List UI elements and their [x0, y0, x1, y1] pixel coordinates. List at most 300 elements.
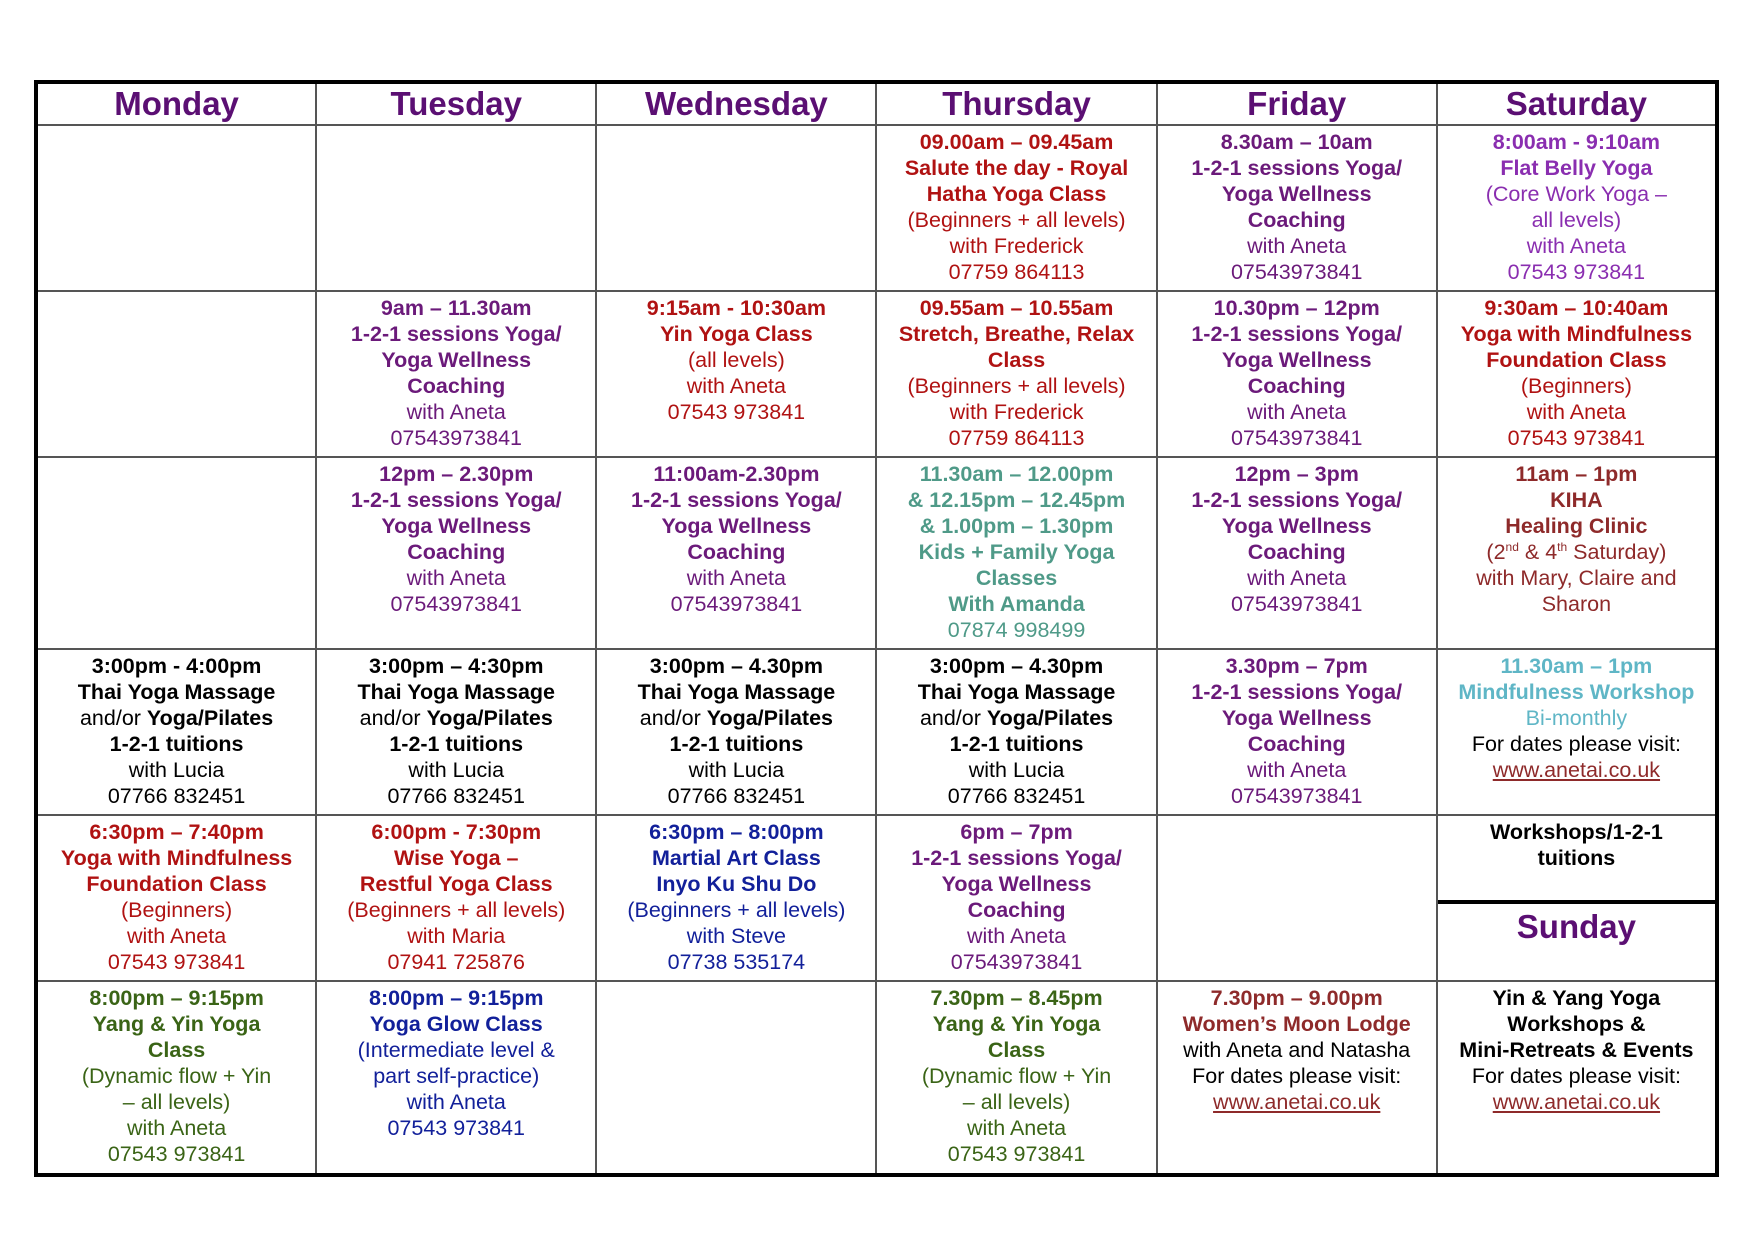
- entry-text: 07543973841: [1230, 591, 1363, 616]
- entry-text: Yoga Glow Class: [369, 1012, 543, 1037]
- entry-line: [880, 949, 1152, 975]
- entry-line: [320, 295, 592, 321]
- entry-line: [1441, 207, 1712, 233]
- entry-text: with Aneta: [406, 565, 506, 590]
- entry-text: Workshops/1-2-1: [1489, 820, 1663, 845]
- entry-line: [880, 565, 1152, 591]
- entry-line: [600, 731, 872, 757]
- entry-text: Mini-Retreats & Events: [1459, 1038, 1694, 1063]
- entry-text: 07759 864113: [948, 425, 1085, 450]
- entry-text: Yoga Wellness: [941, 872, 1092, 897]
- entry-text: 1-2-1 sessions Yoga/: [1191, 680, 1403, 705]
- entry-line: [320, 757, 592, 783]
- entry-line: [320, 1037, 592, 1063]
- entry-line: [320, 731, 592, 757]
- entry-text: Yoga/Pilates: [426, 706, 553, 731]
- entry-line: [1441, 129, 1712, 155]
- entry-text: 3:00pm – 4:30pm: [369, 654, 544, 679]
- entry-text: (2: [1486, 539, 1506, 564]
- entry-text: with Aneta: [406, 399, 506, 424]
- entry-line: [41, 1063, 312, 1089]
- entry-line: [880, 591, 1152, 617]
- entry-line: [1441, 1089, 1712, 1115]
- entry-line: [1161, 591, 1433, 617]
- entry-line: [1161, 373, 1433, 399]
- entry-line: [1161, 461, 1433, 487]
- entry-text: 11:00am-2.30pm: [653, 461, 820, 486]
- day-header-monday: Monday: [36, 82, 316, 125]
- entry-text: (Beginners + all levels): [907, 208, 1126, 232]
- timetable-row: [36, 457, 1717, 650]
- entry-text: 07543973841: [1230, 784, 1363, 809]
- entry-text: 07543 973841: [107, 950, 246, 975]
- entry-line: [1441, 1011, 1712, 1037]
- entry-line: [1441, 425, 1712, 451]
- entry-line: [1441, 181, 1712, 207]
- entry-line: [41, 1089, 312, 1115]
- entry-text: 1-2-1 sessions Yoga/: [1191, 156, 1403, 180]
- entry-line: [1441, 679, 1712, 705]
- entry-line: [600, 783, 872, 809]
- entry-line: [320, 705, 592, 731]
- entry-text: with Aneta: [126, 1116, 227, 1141]
- entry-line: [880, 181, 1152, 207]
- timetable-row: [36, 649, 1717, 815]
- entry-line: [320, 347, 592, 373]
- entry-line: [880, 1141, 1152, 1167]
- entry-text: 07941 725876: [387, 950, 525, 975]
- entry-line: [320, 871, 592, 897]
- entry-text: with Aneta: [1526, 399, 1626, 424]
- entry-line: [600, 513, 872, 539]
- entry-line: [1441, 819, 1712, 845]
- entry-line: [320, 1115, 592, 1141]
- class-entry: [1441, 816, 1712, 871]
- entry-text: 1-2-1 tuitions: [109, 732, 244, 757]
- entry-text: Yoga with Mindfulness: [1460, 321, 1693, 346]
- entry-line: [600, 819, 872, 845]
- entry-line: [1161, 513, 1433, 539]
- entry-text: Foundation Class: [86, 872, 267, 897]
- entry-line: [1441, 591, 1712, 617]
- entry-line: [600, 871, 872, 897]
- entry-text: 7.30pm – 9.00pm: [1210, 986, 1383, 1011]
- entry-line: [320, 923, 592, 949]
- class-entry: [600, 650, 872, 809]
- entry-line: [1441, 233, 1712, 259]
- entry-line: [880, 757, 1152, 783]
- entry-text: 6:30pm – 7:40pm: [89, 820, 264, 845]
- website-link[interactable]: www.anetai.co.uk: [1492, 758, 1661, 783]
- entry-line: [1161, 233, 1433, 259]
- cell-monday: [36, 291, 316, 457]
- entry-line: [880, 487, 1152, 513]
- day-header-sunday: Sunday: [1516, 908, 1636, 946]
- entry-text: 1-2-1 tuitions: [389, 732, 524, 757]
- entry-text: 1-2-1 sessions Yoga/: [631, 487, 842, 512]
- entry-text: Martial Art Class: [651, 846, 821, 871]
- entry-line: [600, 295, 872, 321]
- class-entry: [320, 816, 592, 975]
- entry-line: [1161, 985, 1433, 1011]
- entry-line: [1441, 399, 1712, 425]
- entry-line: [1441, 155, 1712, 181]
- entry-line: [1161, 1063, 1433, 1089]
- entry-text: Thai Yoga Massage: [917, 680, 1116, 705]
- entry-line: [320, 321, 592, 347]
- entry-line: [600, 321, 872, 347]
- cell-wednesday: [596, 815, 876, 981]
- cell-wednesday: [596, 649, 876, 815]
- cell-friday: [1157, 457, 1437, 650]
- cell-wednesday: [596, 457, 876, 650]
- entry-line: [880, 425, 1152, 451]
- entry-line: [880, 617, 1152, 643]
- entry-line: [880, 207, 1152, 233]
- entry-line: [600, 487, 872, 513]
- day-header-saturday: Saturday: [1437, 82, 1717, 125]
- entry-line: [1441, 347, 1712, 373]
- entry-text: Classes: [975, 565, 1058, 590]
- entry-text: – all levels): [122, 1090, 231, 1115]
- entry-text: 7.30pm – 8.45pm: [930, 986, 1103, 1011]
- entry-line: [41, 679, 312, 705]
- class-entry: [41, 816, 312, 975]
- ordinal-suffix: th: [1557, 539, 1568, 554]
- entry-text: Kids + Family Yoga: [918, 539, 1115, 564]
- cell-wednesday: [596, 125, 876, 291]
- entry-text: 07738 535174: [667, 950, 806, 975]
- entry-text: Yoga/Pilates: [986, 706, 1114, 731]
- entry-text: Class: [987, 347, 1046, 372]
- entry-line: [320, 461, 592, 487]
- day-header-row: [36, 82, 1717, 125]
- entry-line: [320, 1063, 592, 1089]
- day-header-thursday: Thursday: [876, 82, 1156, 125]
- entry-text: 9:15am - 10:30am: [646, 295, 827, 320]
- entry-line: [1161, 155, 1433, 181]
- entry-text: Yoga/Pilates: [146, 706, 274, 731]
- entry-text: 8:00am - 9:10am: [1492, 130, 1661, 154]
- entry-text: and/or: [639, 706, 707, 731]
- entry-text: 07543973841: [1230, 425, 1363, 450]
- cell-monday: [36, 457, 316, 650]
- entry-text: Yoga Wellness: [1221, 182, 1372, 206]
- entry-text: Coaching: [1247, 373, 1346, 398]
- class-entry: [1161, 982, 1433, 1115]
- entry-line: [320, 513, 592, 539]
- cell-tuesday: [316, 981, 596, 1175]
- entry-text: 8.30am – 10am: [1220, 130, 1373, 154]
- entry-text: 11.30am – 12.00pm: [919, 461, 1114, 486]
- timetable-row: [36, 815, 1717, 981]
- entry-line: [1161, 679, 1433, 705]
- entry-line: [880, 461, 1152, 487]
- entry-line: [600, 845, 872, 871]
- entry-line: [880, 1089, 1152, 1115]
- entry-line: [320, 985, 592, 1011]
- entry-line: [880, 295, 1152, 321]
- entry-text: Yoga with Mindfulness: [60, 846, 293, 871]
- class-entry: [880, 292, 1152, 451]
- class-entry: [1441, 650, 1712, 783]
- cell-friday: [1157, 981, 1437, 1175]
- entry-text: 1-2-1 tuitions: [669, 732, 804, 757]
- entry-line: [600, 757, 872, 783]
- cell-saturday: [1437, 125, 1717, 291]
- class-entry: [880, 650, 1152, 809]
- entry-text: with Aneta: [1247, 399, 1347, 424]
- cell-wednesday: [596, 291, 876, 457]
- entry-line: [320, 487, 592, 513]
- entry-text: (Core Work Yoga –: [1485, 182, 1668, 206]
- class-entry: [600, 816, 872, 975]
- entry-text: Coaching: [1247, 539, 1346, 564]
- entry-text: with Frederick: [949, 399, 1084, 424]
- day-header-wednesday: Wednesday: [596, 82, 876, 125]
- entry-text: 07543 973841: [107, 1142, 246, 1167]
- entry-line: [320, 783, 592, 809]
- entry-line: [880, 513, 1152, 539]
- entry-line: [41, 985, 312, 1011]
- entry-line: [880, 923, 1152, 949]
- entry-line: [41, 949, 312, 975]
- entry-text: Bi-monthly: [1525, 706, 1628, 731]
- entry-line: [600, 347, 872, 373]
- entry-text: 6:00pm - 7:30pm: [371, 820, 542, 845]
- entry-line: [1161, 539, 1433, 565]
- entry-line: [880, 1011, 1152, 1037]
- entry-text: 1-2-1 sessions Yoga/: [350, 487, 562, 512]
- entry-text: (Beginners + all levels): [907, 373, 1126, 398]
- entry-line: [880, 129, 1152, 155]
- entry-text: 3:00pm - 4:00pm: [91, 654, 262, 679]
- entry-text: 07766 832451: [667, 784, 806, 809]
- entry-line: [1161, 565, 1433, 591]
- entry-line: [1441, 653, 1712, 679]
- entry-line: [1161, 321, 1433, 347]
- entry-line: [880, 897, 1152, 923]
- entry-line: [41, 819, 312, 845]
- entry-line: [600, 949, 872, 975]
- entry-text: 1-2-1 sessions Yoga/: [911, 846, 1122, 871]
- entry-text: 11am – 1pm: [1515, 461, 1638, 486]
- entry-line: [320, 949, 592, 975]
- entry-text: Yin & Yang Yoga: [1492, 986, 1661, 1011]
- cell-saturday: [1437, 981, 1717, 1175]
- entry-line: [1441, 461, 1712, 487]
- entry-text: (Beginners): [1520, 373, 1632, 398]
- entry-text: 1-2-1 tuitions: [949, 732, 1084, 757]
- cell-wednesday: [596, 981, 876, 1175]
- entry-line: [320, 565, 592, 591]
- cell-tuesday: [316, 815, 596, 981]
- entry-line: [1441, 757, 1712, 783]
- entry-text: Yoga/Pilates: [706, 706, 833, 731]
- entry-line: [880, 871, 1152, 897]
- entry-line: [880, 1115, 1152, 1141]
- entry-line: [41, 653, 312, 679]
- entry-line: [1441, 373, 1712, 399]
- entry-line: [1161, 1037, 1433, 1063]
- entry-line: [880, 1037, 1152, 1063]
- entry-text: & 1.00pm – 1.30pm: [919, 513, 1114, 538]
- entry-line: [1441, 487, 1712, 513]
- day-header-friday: Friday: [1157, 82, 1437, 125]
- entry-text: and/or: [359, 706, 427, 731]
- entry-text: 07543973841: [950, 950, 1083, 975]
- entry-line: [320, 425, 592, 451]
- entry-text: KIHA: [1550, 487, 1603, 512]
- cell-saturday: [1437, 291, 1717, 457]
- entry-text: Yoga Wellness: [1221, 706, 1372, 731]
- entry-text: and/or: [79, 706, 147, 731]
- timetable-row: [36, 125, 1717, 291]
- cell-friday: [1157, 291, 1437, 457]
- class-entry: [320, 650, 592, 809]
- entry-line: [320, 679, 592, 705]
- cell-saturday: [1437, 457, 1717, 650]
- entry-text: Coaching: [967, 898, 1066, 923]
- class-entry: [1441, 126, 1712, 285]
- entry-text: 12pm – 2.30pm: [379, 461, 534, 486]
- class-entry: [600, 458, 872, 617]
- entry-text: 07543 973841: [1507, 260, 1646, 284]
- entry-text: Class: [147, 1038, 206, 1063]
- entry-text: and/or: [919, 706, 987, 731]
- entry-text: For dates please visit:: [1192, 1064, 1402, 1089]
- website-link[interactable]: www.anetai.co.uk: [1492, 1090, 1661, 1115]
- entry-line: [1161, 1011, 1433, 1037]
- entry-text: Yang & Yin Yoga: [92, 1012, 261, 1037]
- entry-text: 07543 973841: [947, 1142, 1086, 1167]
- entry-line: [600, 373, 872, 399]
- cell-thursday: [876, 291, 1156, 457]
- entry-text: with Lucia: [968, 758, 1065, 783]
- entry-text: 07543973841: [670, 591, 803, 616]
- class-entry: [41, 982, 312, 1167]
- entry-text: 1-2-1 sessions Yoga/: [1191, 321, 1403, 346]
- cell-thursday: [876, 457, 1156, 650]
- entry-line: [880, 653, 1152, 679]
- weekly-timetable: [34, 80, 1719, 1177]
- entry-text: with Lucia: [128, 758, 225, 783]
- entry-line: [880, 321, 1152, 347]
- class-entry: [41, 650, 312, 809]
- entry-text: 11.30am – 1pm: [1500, 654, 1653, 679]
- entry-text: For dates please visit:: [1471, 732, 1681, 757]
- cell-monday: [36, 125, 316, 291]
- saturday-sunday-split: [1438, 816, 1715, 980]
- entry-text: tuitions: [1537, 846, 1616, 871]
- cell-thursday: [876, 981, 1156, 1175]
- entry-text: 12pm – 3pm: [1234, 461, 1359, 486]
- entry-text: 3:00pm – 4.30pm: [649, 654, 824, 679]
- entry-text: Restful Yoga Class: [359, 872, 553, 897]
- entry-line: [41, 783, 312, 809]
- entry-line: [880, 399, 1152, 425]
- entry-line: [1441, 705, 1712, 731]
- entry-line: [880, 783, 1152, 809]
- entry-text: 07874 998499: [947, 617, 1086, 642]
- entry-text: 9:30am – 10:40am: [1484, 295, 1669, 320]
- entry-line: [1441, 845, 1712, 871]
- entry-text: Yin Yoga Class: [660, 321, 813, 346]
- entry-line: [320, 1089, 592, 1115]
- entry-line: [320, 897, 592, 923]
- entry-text: Salute the day - Royal: [904, 156, 1129, 180]
- entry-line: [1441, 985, 1712, 1011]
- entry-text: (Dynamic flow + Yin: [921, 1064, 1112, 1089]
- timetable-row: [36, 981, 1717, 1175]
- entry-line: [41, 871, 312, 897]
- entry-text: Flat Belly Yoga: [1500, 156, 1653, 180]
- cell-monday: [36, 981, 316, 1175]
- entry-text: Foundation Class: [1486, 347, 1667, 372]
- website-link[interactable]: www.anetai.co.uk: [1213, 1090, 1381, 1115]
- entry-text: Yang & Yin Yoga: [932, 1012, 1101, 1037]
- cell-thursday: [876, 125, 1156, 291]
- entry-line: [880, 373, 1152, 399]
- cell-monday: [36, 649, 316, 815]
- entry-line: [1441, 295, 1712, 321]
- class-entry: [1441, 292, 1712, 451]
- entry-line: [320, 845, 592, 871]
- entry-text: Yoga Wellness: [661, 513, 812, 538]
- entry-text: Hatha Yoga Class: [926, 182, 1107, 206]
- entry-line: [41, 1141, 312, 1167]
- entry-line: [880, 985, 1152, 1011]
- entry-line: [41, 705, 312, 731]
- cell-monday: [36, 815, 316, 981]
- entry-text: with Aneta: [966, 924, 1067, 949]
- entry-text: with Aneta: [686, 373, 786, 398]
- entry-text: 07543973841: [1230, 260, 1363, 284]
- entry-line: [320, 591, 592, 617]
- entry-line: [1161, 731, 1433, 757]
- entry-text: 07766 832451: [107, 784, 246, 809]
- entry-line: [320, 1011, 592, 1037]
- entry-text: part self-practice): [373, 1064, 540, 1089]
- entry-text: 10.30pm – 12pm: [1213, 295, 1380, 320]
- entry-line: [600, 539, 872, 565]
- entry-line: [1161, 399, 1433, 425]
- entry-text: For dates please visit:: [1471, 1064, 1681, 1089]
- class-entry: [880, 816, 1152, 975]
- cell-tuesday: [316, 291, 596, 457]
- entry-line: [880, 539, 1152, 565]
- ordinal-suffix: nd: [1505, 539, 1519, 554]
- entry-text: with Frederick: [949, 234, 1084, 258]
- entry-text: Coaching: [687, 539, 786, 564]
- entry-line: [600, 591, 872, 617]
- entry-line: [600, 705, 872, 731]
- entry-text: & 12.15pm – 12.45pm: [907, 487, 1126, 512]
- entry-line: [600, 399, 872, 425]
- class-entry: [1441, 458, 1712, 617]
- entry-text: Stretch, Breathe, Relax: [898, 321, 1135, 346]
- entry-text: with Aneta: [1247, 565, 1347, 590]
- entry-line: [1161, 347, 1433, 373]
- entry-line: [1441, 321, 1712, 347]
- entry-text: Workshops &: [1507, 1012, 1646, 1037]
- cell-friday: [1157, 125, 1437, 291]
- class-entry: [320, 458, 592, 617]
- entry-text: 1-2-1 sessions Yoga/: [1191, 487, 1403, 512]
- entry-text: Yoga Wellness: [1221, 347, 1372, 372]
- entry-line: [41, 897, 312, 923]
- entry-text: with Maria: [407, 924, 506, 949]
